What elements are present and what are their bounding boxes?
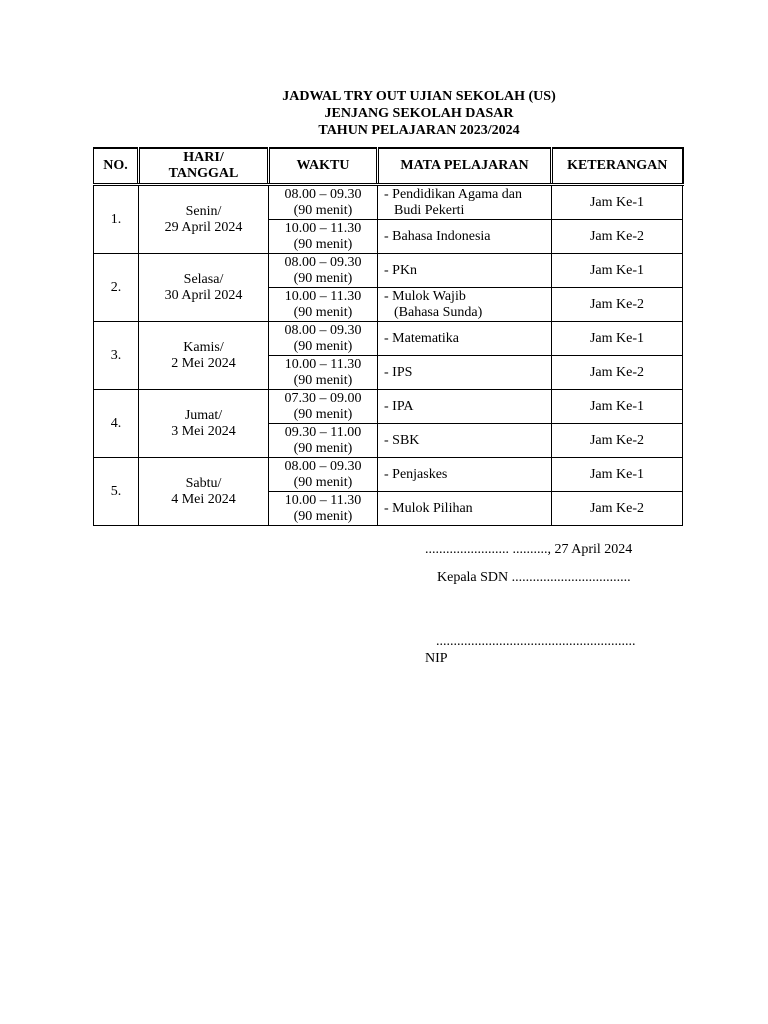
time-duration: (90 menit): [293, 508, 353, 524]
title-line-3: TAHUN PELAJARAN 2023/2024: [318, 123, 520, 138]
table-row: [94, 185, 683, 220]
time-duration: (90 menit): [293, 202, 353, 218]
row-subject: - SBK: [378, 424, 552, 458]
header-subject: MATA PELAJARAN: [378, 148, 552, 185]
row-note: Jam Ke-1: [552, 458, 683, 492]
row-time: [269, 220, 378, 254]
row-day: Jumat/: [184, 407, 223, 423]
row-time: [269, 390, 378, 424]
row-note: Jam Ke-2: [552, 356, 683, 390]
row-time: [269, 492, 378, 526]
row-note: Jam Ke-1: [552, 390, 683, 424]
row-subject: - IPA: [378, 390, 552, 424]
time-duration: (90 menit): [293, 372, 353, 388]
row-day-date: [139, 254, 269, 322]
table-row: [94, 322, 683, 356]
row-day-date: [139, 458, 269, 526]
row-date: 30 April 2024: [164, 287, 243, 303]
row-number: 1.: [94, 185, 139, 254]
row-time: [269, 458, 378, 492]
header-no: NO.: [94, 148, 139, 185]
row-note: Jam Ke-2: [552, 288, 683, 322]
row-day: Selasa/: [183, 271, 224, 287]
row-day: Kamis/: [183, 339, 224, 355]
row-subject: [378, 288, 552, 322]
header-note: KETERANGAN: [552, 148, 683, 185]
row-date: 3 Mei 2024: [171, 423, 236, 439]
title-line-1: JADWAL TRY OUT UJIAN SEKOLAH (US): [282, 89, 556, 104]
row-note: Jam Ke-1: [552, 185, 683, 220]
subject-name-cont: (Bahasa Sunda): [394, 304, 483, 320]
row-date: 4 Mei 2024: [171, 491, 236, 507]
time-duration: (90 menit): [293, 304, 353, 320]
table-row: [94, 254, 683, 288]
row-note: Jam Ke-1: [552, 254, 683, 288]
time-duration: (90 menit): [293, 406, 353, 422]
row-day-date: [139, 185, 269, 254]
time-range: 09.30 – 11.00: [284, 424, 362, 440]
time-duration: (90 menit): [293, 338, 353, 354]
time-range: 10.00 – 11.30: [284, 356, 362, 372]
row-date: 29 April 2024: [164, 219, 243, 235]
row-time: [269, 322, 378, 356]
row-note: Jam Ke-2: [552, 424, 683, 458]
title-line-2: JENJANG SEKOLAH DASAR: [324, 106, 514, 121]
row-subject: - Penjaskes: [378, 458, 552, 492]
header-day: HARI/: [183, 150, 224, 165]
time-duration: (90 menit): [293, 474, 353, 490]
time-range: 10.00 – 11.30: [284, 220, 362, 236]
time-range: 10.00 – 11.30: [284, 288, 362, 304]
table-row: [94, 390, 683, 424]
row-number: 2.: [94, 254, 139, 322]
row-day: Sabtu/: [185, 475, 222, 491]
row-subject: - PKn: [378, 254, 552, 288]
signature-place-date: ........................ .........., 27 April 2024: [425, 542, 633, 557]
document-title: [0, 88, 768, 139]
time-range: 08.00 – 09.30: [284, 186, 362, 202]
subject-name: - Pendidikan Agama dan: [384, 186, 523, 202]
row-subject: - Matematika: [378, 322, 552, 356]
row-note: Jam Ke-2: [552, 220, 683, 254]
signature-role: Kepala SDN ..................................: [437, 570, 631, 585]
row-number: 4.: [94, 390, 139, 458]
row-time: [269, 356, 378, 390]
signature-nip: NIP: [425, 651, 448, 666]
row-number: 5.: [94, 458, 139, 526]
time-duration: (90 menit): [293, 270, 353, 286]
header-day-date: [139, 148, 269, 185]
row-subject: [378, 185, 552, 220]
subject-name: - Mulok Wajib: [384, 288, 466, 304]
row-day: Senin/: [185, 203, 222, 219]
row-date: 2 Mei 2024: [171, 355, 236, 371]
row-time: [269, 288, 378, 322]
signature-name-line: .........................................................: [436, 634, 636, 649]
schedule-table: [93, 147, 684, 526]
header-time: WAKTU: [269, 148, 378, 185]
row-time: [269, 254, 378, 288]
row-number: 3.: [94, 322, 139, 390]
row-subject: - Mulok Pilihan: [378, 492, 552, 526]
header-date: TANGGAL: [168, 166, 239, 181]
row-subject: - IPS: [378, 356, 552, 390]
row-note: Jam Ke-2: [552, 492, 683, 526]
table-header-row: [94, 148, 683, 185]
time-range: 07.30 – 09.00: [284, 390, 362, 406]
row-subject: - Bahasa Indonesia: [378, 220, 552, 254]
row-note: Jam Ke-1: [552, 322, 683, 356]
row-day-date: [139, 322, 269, 390]
time-range: 08.00 – 09.30: [284, 322, 362, 338]
row-time: [269, 424, 378, 458]
subject-name-cont: Budi Pekerti: [394, 202, 465, 218]
row-time: [269, 185, 378, 220]
time-range: 10.00 – 11.30: [284, 492, 362, 508]
time-range: 08.00 – 09.30: [284, 254, 362, 270]
time-duration: (90 menit): [293, 440, 353, 456]
time-duration: (90 menit): [293, 236, 353, 252]
row-day-date: [139, 390, 269, 458]
time-range: 08.00 – 09.30: [284, 458, 362, 474]
table-row: [94, 458, 683, 492]
